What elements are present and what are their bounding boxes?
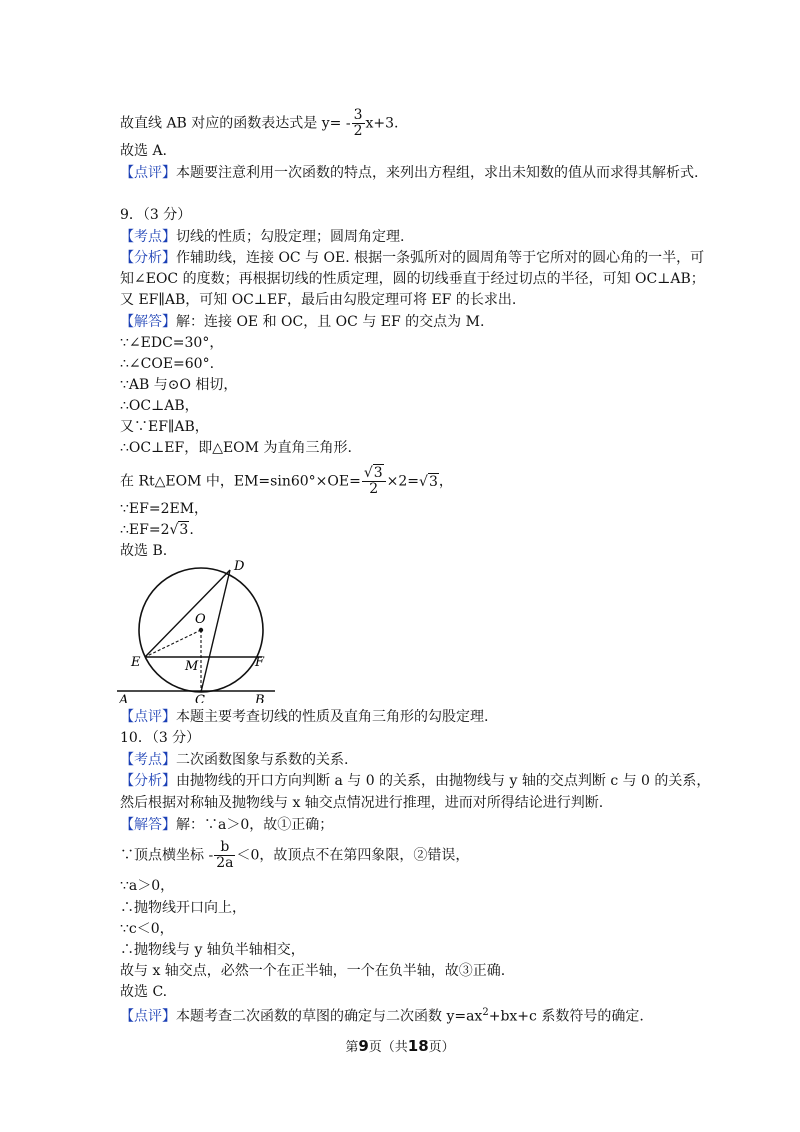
comment-tag: 【点评】 [120,165,176,181]
label-a: A [119,693,129,703]
fraction: $\frac{b}{2a}$ [216,839,234,871]
label-b: B [255,693,265,703]
q10-vertex-step: ∵顶点横坐标 - $\frac{b}{2a}$ ＜0，故顶点不在第四象限，②错误， [120,839,470,871]
q9-fenxi-2: 知∠EOC 的度数；再根据切线的性质定理，圆的切线垂直于经过切点的半径，可知 OC⊥AB； [120,271,705,287]
q9-step: ∴OC⊥AB， [120,398,199,414]
fenxi-tag: 【分析】 [120,250,176,266]
circle-tangent-diagram [115,558,285,703]
fraction: $\frac{3}{2}$ [353,107,363,139]
q10-step: ∵c＜0， [120,921,174,937]
q9-step: ∵∠EDC=30°， [120,335,224,351]
q9-step: ∴∠COE=60°. [120,356,215,372]
q10-header: 10．（3 分） [120,730,201,746]
page-total: 18 [407,1037,429,1055]
q9-em-formula: 在 Rt△EOM 中，EM=sin60°×OE= $\frac{√3}{2}$ ×2=√3， [120,465,453,497]
q10-kaodian: 【考点】二次函数图象与系数的关系. [120,752,349,768]
jieda-tag: 【解答】 [120,817,176,833]
q10-fenxi-2: 然后根据对称轴及抛物线与 x 轴交点情况进行推理，进而对所得结论进行判断. [120,795,604,811]
center-point [199,628,203,632]
label-m: M [185,659,199,674]
q9-fenxi-1: 【分析】作辅助线，连接 OC 与 OE. 根据一条弧所对的圆周角等于它所对的圆心角的一半，可 [120,250,705,266]
q9-step: ∵AB 与⊙O 相切， [120,377,238,393]
segment-cd [201,570,230,692]
q9-choice: 故选 B. [120,543,168,559]
q9-comment: 【点评】本题主要考查切线的性质及直角三角形的勾股定理. [120,709,489,725]
sqrt: √3 [419,473,438,490]
segment-ed [145,570,230,657]
page-number: 9 [358,1037,369,1055]
fraction: $\frac{√3}{2}$ [362,466,386,497]
sqrt: √3 [363,465,383,481]
q10-step: ∵a＞0， [120,878,175,894]
q10-step: 故与 x 轴交点，必然一个在正半轴，一个在负半轴，故③正确. [120,963,506,979]
q10-fenxi-1: 【分析】由抛物线的开口方向判断 a 与 0 的关系，由抛物线与 y 轴的交点判断 c 与 0 的关系， [120,773,711,789]
q9-fenxi-3: 又 EF∥AB，可知 OC⊥EF，最后由勾股定理可将 EF 的长求出. [120,292,517,308]
q9-kaodian: 【考点】切线的性质；勾股定理；圆周角定理. [120,229,405,245]
label-e: E [131,655,141,670]
comment-tag: 【点评】 [120,709,176,725]
q10-comment: 【点评】本题考查二次函数的草图的确定与二次函数 $y=ax^2+bx+c$ 系数符号的确定. [120,1007,644,1025]
label-o: O [195,612,206,627]
q10-jieda: 【解答】解：∵a＞0，故①正确； [120,817,334,833]
label-d: D [234,559,245,574]
label-c: C [195,693,205,703]
q8-comment: 【点评】本题要注意利用一次函数的特点，来列出方程组，求出未知数的值从而求得其解析式. [120,165,699,181]
q10-choice: 故选 C. [120,984,168,1000]
sqrt: √3 [169,522,189,538]
kaodian-tag: 【考点】 [120,752,176,768]
fenxi-tag: 【分析】 [120,773,176,789]
q9-step: ∴OC⊥EF，即△EOM 为直角三角形. [120,440,352,456]
q9-step: 又∵EF∥AB， [120,419,209,435]
comment-tag: 【点评】 [120,1008,176,1025]
kaodian-tag: 【考点】 [120,229,176,245]
q9-step: ∵EF=2EM， [120,501,209,517]
q10-step: ∴抛物线与 y 轴负半轴相交， [120,942,305,958]
q9-header: 9．（3 分） [120,207,192,223]
page-footer: 第9页（共18页） [345,1037,455,1055]
label-f: F [255,655,265,670]
segment-oe-dashed [145,630,201,657]
jieda-tag: 【解答】 [120,314,176,330]
q9-jieda: 【解答】解：连接 OE 和 OC，且 OC 与 EF 的交点为 M. [120,314,485,330]
q10-step: ∴抛物线开口向上， [120,900,246,916]
q8-choice: 故选 A. [120,143,168,159]
q8-conclusion: 故直线 AB 对应的函数表达式是 y= - $\frac{3}{2}$ x+3. [120,107,399,139]
q9-ef-result: ∴EF=2√3. [120,522,194,538]
